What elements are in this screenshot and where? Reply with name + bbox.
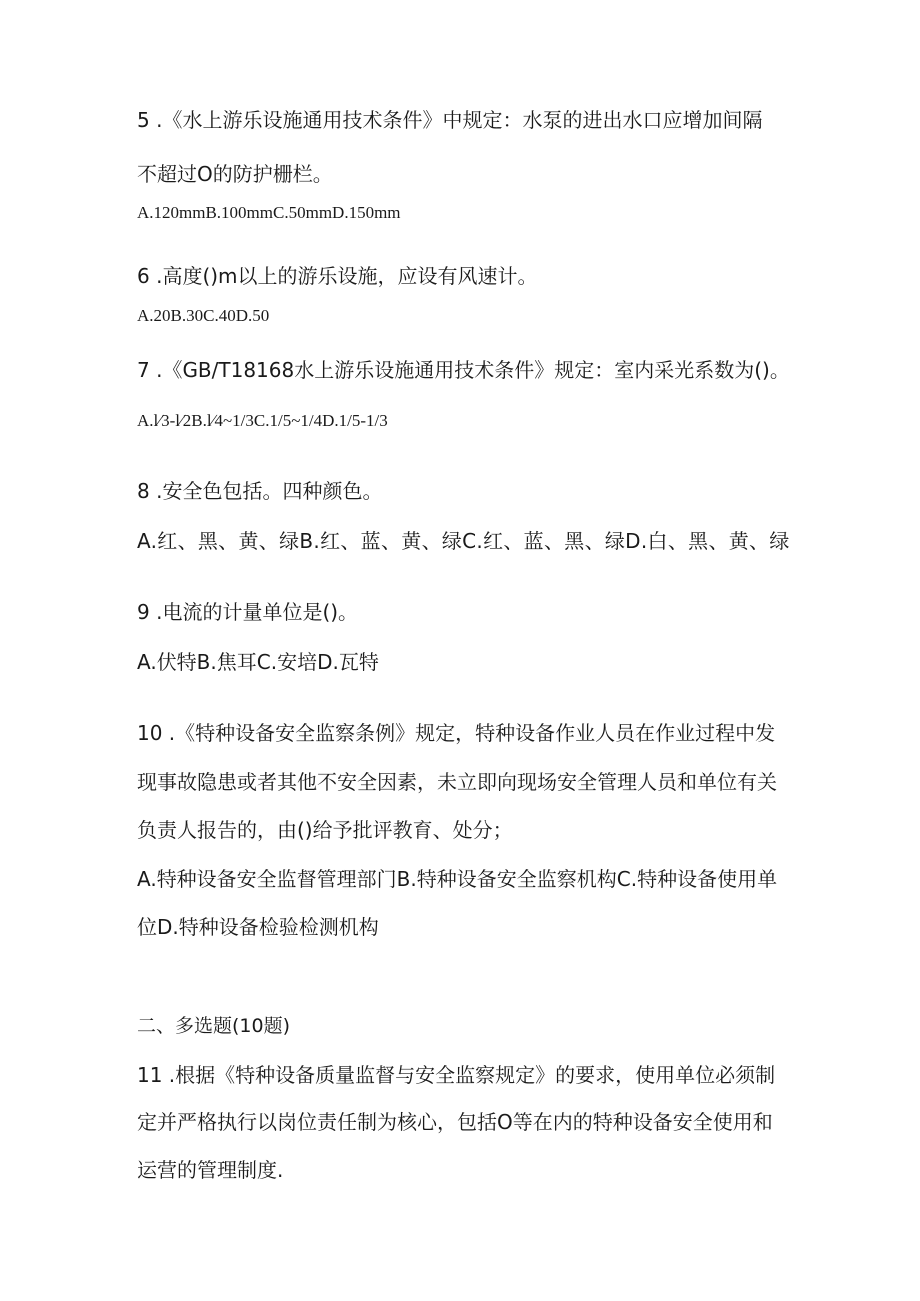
question-6-stem-line-1: 6 .高度()m以上的游乐设施，应设有风速计。 <box>137 264 538 288</box>
question-6-options: A.20B.30C.40D.50 <box>137 306 270 325</box>
question-8-options: A.红、黑、黄、绿B.红、蓝、黄、绿C.红、蓝、黑、绿D.白、黑、黄、绿 <box>137 529 790 553</box>
question-11-stem-line-1: 11 .根据《特种设备质量监督与安全监察规定》的要求，使用单位必须制 <box>137 1063 776 1087</box>
question-5-stem-line-2: 不超过O的防护栅栏。 <box>137 162 333 186</box>
question-10-stem-line-1: 10 .《特种设备安全监察条例》规定，特种设备作业人员在作业过程中发 <box>137 721 776 745</box>
question-5-options: A.120mmB.100mmC.50mmD.150mm <box>137 203 401 222</box>
question-10-stem-line-2: 现事故隐患或者其他不安全因素，未立即向现场安全管理人员和单位有关 <box>137 770 777 794</box>
question-9-options: A.伏特B.焦耳C.安培D.瓦特 <box>137 650 379 674</box>
section-heading: 二、多选题(10题) <box>137 1015 291 1037</box>
question-9-stem-line-1: 9 .电流的计量单位是()。 <box>137 600 359 624</box>
question-7-options: A.l∕3-l∕2B.l∕4~1/3C.1/5~1/4D.1/5-1/3 <box>137 411 388 430</box>
question-5-stem-line-1: 5 .《水上游乐设施通用技术条件》中规定：水泵的进出水口应增加间隔 <box>137 108 763 132</box>
question-11-stem-line-3: 运营的管理制度. <box>137 1158 284 1182</box>
question-10-stem-line-3: 负责人报告的，由()给予批评教育、处分； <box>137 818 513 842</box>
question-11-stem-line-2: 定并严格执行以岗位责任制为核心，包括O等在内的特种设备安全使用和 <box>137 1110 773 1134</box>
question-10-options-line-1: A.特种设备安全监督管理部门B.特种设备安全监察机构C.特种设备使用单 <box>137 867 778 891</box>
question-10-options-line-2: 位D.特种设备检验检测机构 <box>137 915 379 939</box>
question-7-stem-line-1: 7 .《GB/T18168水上游乐设施通用技术条件》规定：室内采光系数为()。 <box>137 358 790 382</box>
question-8-stem-line-1: 8 .安全色包括。四种颜色。 <box>137 479 383 503</box>
